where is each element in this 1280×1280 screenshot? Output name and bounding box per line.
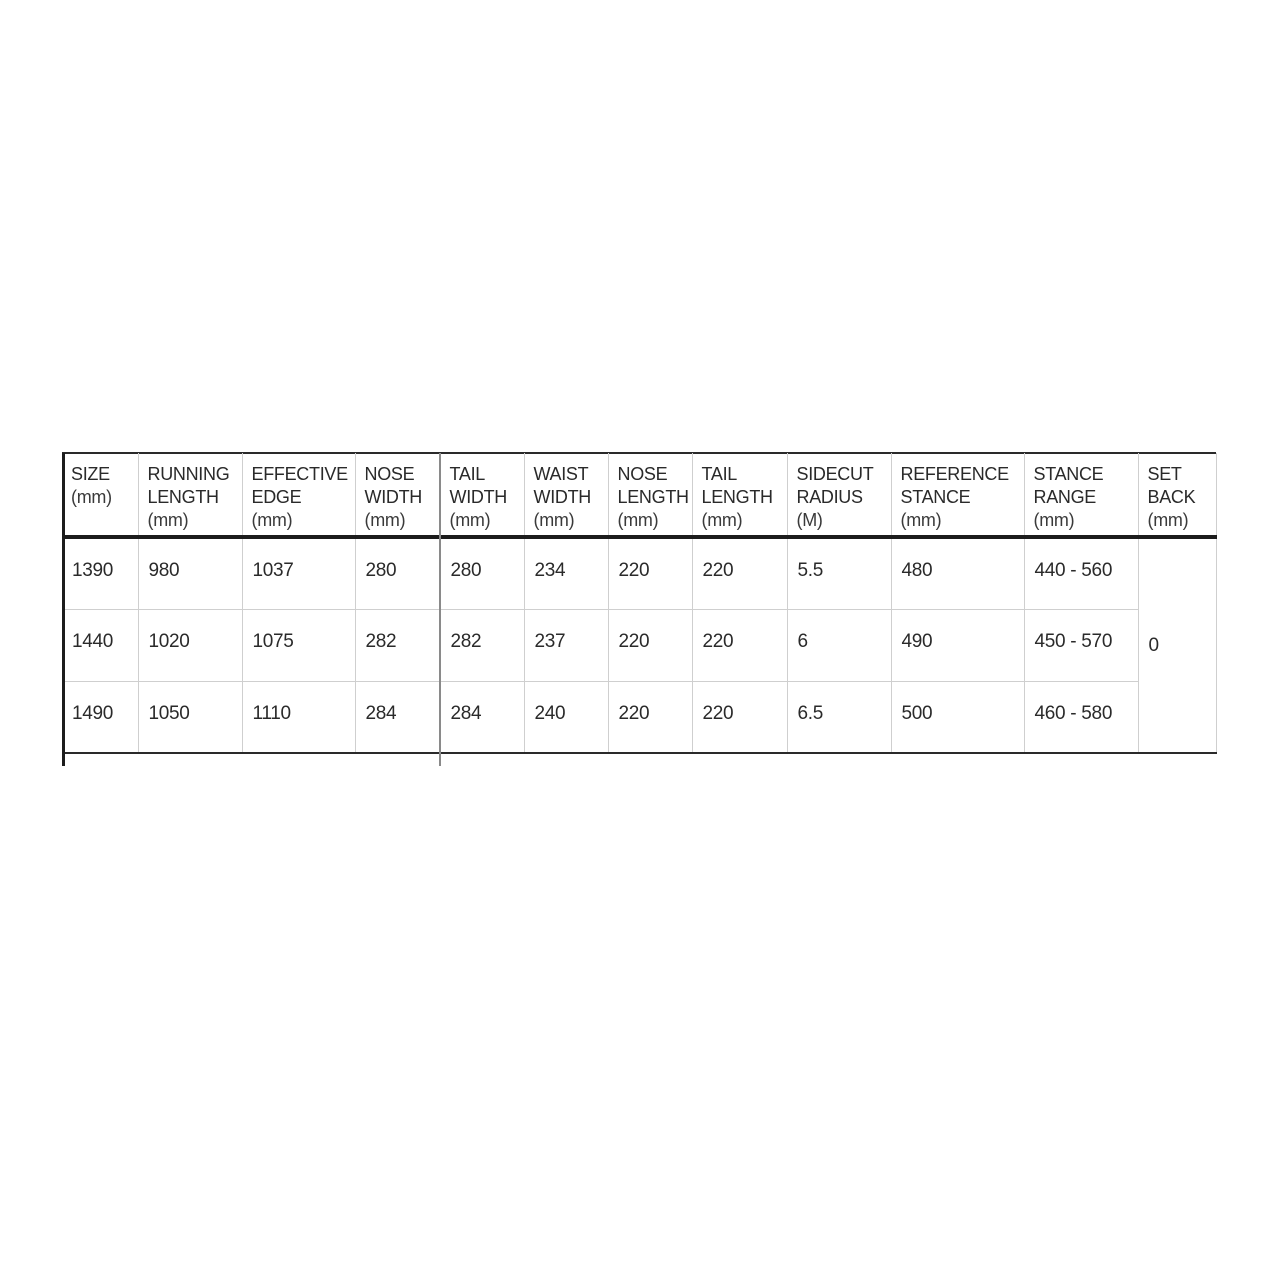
header-set-back: SET BACK (mm): [1138, 453, 1216, 537]
cell-tail-width: 282: [440, 609, 524, 681]
cell-nose-length: 220: [608, 609, 692, 681]
header-effective-edge: EFFECTIVE EDGE (mm): [242, 453, 355, 537]
cell-size: 1390: [62, 537, 138, 609]
cell-waist-width: 237: [524, 609, 608, 681]
header-reference-stance: REFERENCE STANCE (mm): [891, 453, 1024, 537]
cell-waist-width: 240: [524, 681, 608, 753]
cell-effective-edge: 1037: [242, 537, 355, 609]
spec-table-container: [62, 453, 1216, 754]
cell-reference-stance: 490: [891, 609, 1024, 681]
header-stance-range: STANCE RANGE (mm): [1024, 453, 1138, 537]
table-row: [62, 681, 1216, 753]
cell-tail-length: 220: [692, 537, 787, 609]
cell-size: 1490: [62, 681, 138, 753]
cell-sidecut-radius: 6.5: [787, 681, 891, 753]
header-sidecut-radius: SIDECUT RADIUS (M): [787, 453, 891, 537]
header-row: [62, 453, 1216, 537]
cell-effective-edge: 1110: [242, 681, 355, 753]
table-left-rule: [62, 453, 65, 766]
header-tail-length: TAIL LENGTH (mm): [692, 453, 787, 537]
header-running-length: RUNNING LENGTH (mm): [138, 453, 242, 537]
header-size: SIZE (mm): [62, 453, 138, 537]
cell-waist-width: 234: [524, 537, 608, 609]
header-tail-width: TAIL WIDTH (mm): [440, 453, 524, 537]
cell-running-length: 1020: [138, 609, 242, 681]
header-nose-length: NOSE LENGTH (mm): [608, 453, 692, 537]
header-nose-width: NOSE WIDTH (mm): [355, 453, 440, 537]
cell-nose-width: 280: [355, 537, 440, 609]
cell-tail-width: 280: [440, 537, 524, 609]
table-row: [62, 609, 1216, 681]
cell-running-length: 1050: [138, 681, 242, 753]
cell-set-back: 0: [1138, 537, 1216, 753]
cell-reference-stance: 480: [891, 537, 1024, 609]
cell-stance-range: 440 - 560: [1024, 537, 1138, 609]
cell-nose-width: 282: [355, 609, 440, 681]
table-mid-rule: [439, 453, 441, 766]
cell-nose-length: 220: [608, 681, 692, 753]
cell-nose-length: 220: [608, 537, 692, 609]
cell-size: 1440: [62, 609, 138, 681]
cell-effective-edge: 1075: [242, 609, 355, 681]
cell-reference-stance: 500: [891, 681, 1024, 753]
cell-tail-length: 220: [692, 681, 787, 753]
cell-running-length: 980: [138, 537, 242, 609]
cell-tail-width: 284: [440, 681, 524, 753]
cell-stance-range: 450 - 570: [1024, 609, 1138, 681]
table-row: [62, 537, 1216, 609]
cell-nose-width: 284: [355, 681, 440, 753]
cell-stance-range: 460 - 580: [1024, 681, 1138, 753]
cell-sidecut-radius: 6: [787, 609, 891, 681]
cell-sidecut-radius: 5.5: [787, 537, 891, 609]
header-waist-width: WAIST WIDTH (mm): [524, 453, 608, 537]
spec-table: [62, 453, 1217, 754]
cell-tail-length: 220: [692, 609, 787, 681]
